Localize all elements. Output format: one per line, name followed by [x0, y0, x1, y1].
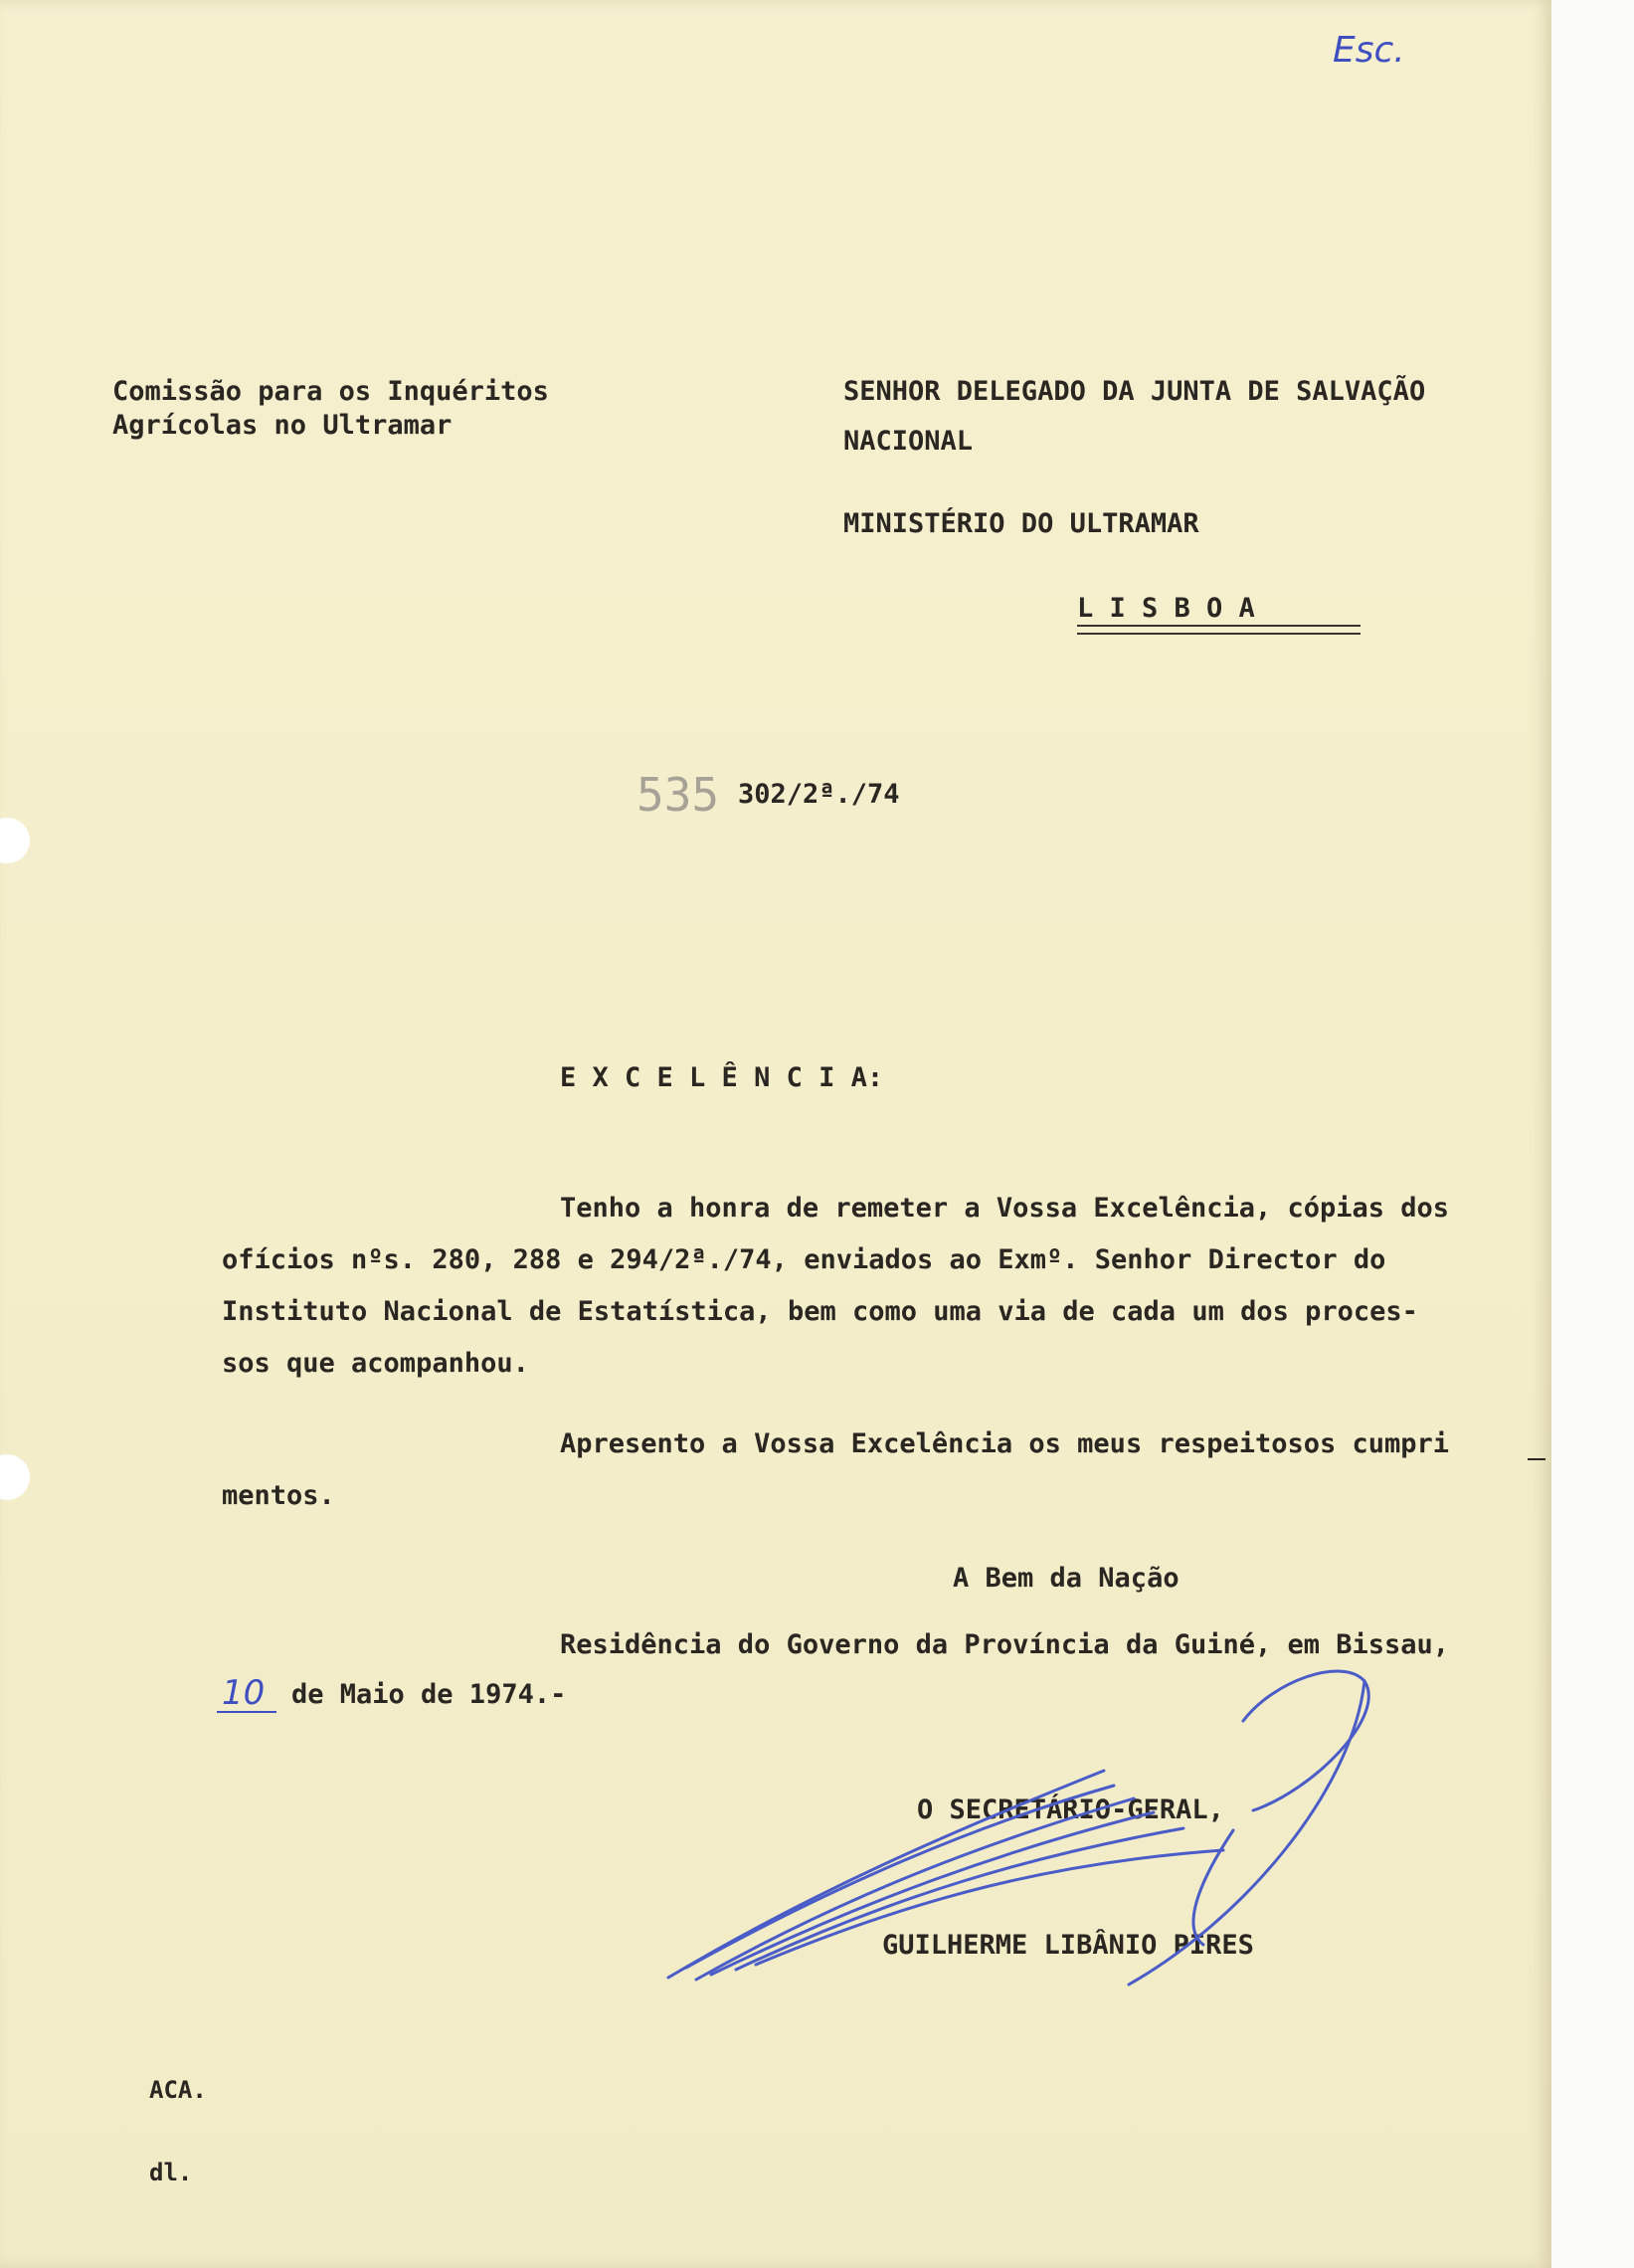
body-paragraph-1-line-3: Instituto Nacional de Estatística, bem como uma via de cada um dos proces- [222, 1296, 1418, 1327]
body-paragraph-1-line-2: ofícios nºs. 280, 288 e 294/2ª./74, enviados ao Exmº. Senhor Director do [222, 1244, 1386, 1275]
recipient-city: L I S B O A [1077, 593, 1255, 624]
date-line: de Maio de 1974.- [291, 1679, 567, 1710]
recipient-ministry: MINISTÉRIO DO ULTRAMAR [843, 508, 1199, 539]
body-paragraph-2-line-2: mentos. [222, 1480, 335, 1511]
place-line: Residência do Governo da Província da Guiné, em Bissau, [560, 1629, 1450, 1660]
handwritten-day: 10 [222, 1673, 266, 1713]
scan-margin [1551, 0, 1634, 2268]
typist-initials: ACA. [149, 2076, 207, 2104]
stamp-number: 535 [636, 768, 720, 822]
salutation: E X C E L Ê N C I A: [560, 1062, 884, 1093]
recipient-line-2: NACIONAL [843, 426, 974, 457]
recipient-line-1: SENHOR DELEGADO DA JUNTA DE SALVAÇÃO [843, 376, 1426, 407]
handwritten-annotation: Esc. [1333, 30, 1405, 71]
sender-line-1: Comissão para os Inquéritos [112, 376, 549, 407]
body-paragraph-1-line-1: Tenho a honra de remeter a Vossa Excelência, cópias dos [560, 1193, 1450, 1224]
reference-number: 302/2ª./74 [738, 779, 900, 810]
body-paragraph-1-line-4: sos que acompanhou. [222, 1348, 529, 1379]
signature-title: O SECRETÁRIO-GERAL, [917, 1795, 1224, 1825]
closing-formula: A Bem da Nação [953, 1563, 1180, 1594]
reference-initials: dl. [149, 2159, 193, 2186]
signatory-name: GUILHERME LIBÂNIO PIRES [882, 1930, 1254, 1961]
sender-line-2: Agrícolas no Ultramar [112, 410, 453, 441]
body-paragraph-2-line-1: Apresento a Vossa Excelência os meus respeitosos cumpri [560, 1428, 1450, 1459]
